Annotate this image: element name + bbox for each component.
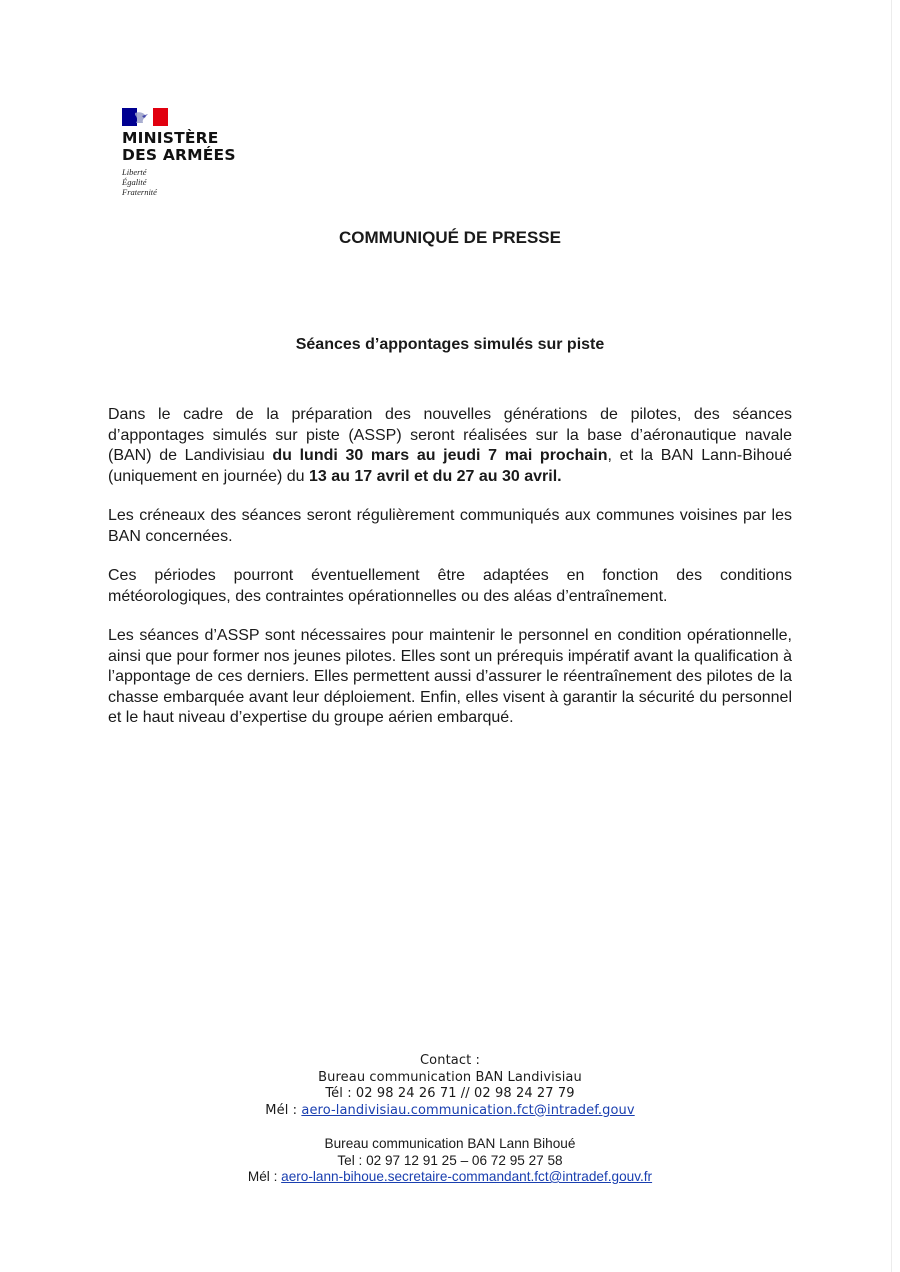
republic-motto [122,167,262,197]
paragraph-intro-part: Dans le cadre de la préparation des nouvelles générations de pilotes, des séances d’appontages simulés sur piste (ASSP) seront réalisées sur la base d’aéronautique navale (BAN) de Landivisiau [108,406,792,464]
landivisiau-email-link[interactable]: aero-landivisiau.communication.fct@intradef.gouv [301,1102,635,1118]
lann-bihoue-office: Bureau communication BAN Lann Bihoué [324,1136,576,1151]
lann-bihoue-phone: Tel : 02 97 12 91 25 – 06 72 95 27 58 [337,1152,563,1168]
motto-liberte: Liberté [122,167,147,177]
landivisiau-mail-row [0,1103,900,1120]
landivisiau-dates: du lundi 30 mars au jeudi 7 mai prochain [272,447,608,464]
contact-landivisiau [0,1053,900,1119]
lann-bihoue-mail-label: Mél : [247,1169,282,1184]
document-type-heading: COMMUNIQUÉ DE PRESSE [339,228,561,247]
marianne-flag-icon [122,108,168,126]
landivisiau-phone: Tél : 02 98 24 26 71 // 02 98 24 27 79 [325,1086,575,1101]
lann-bihoue-dates: 13 au 17 avril et du 27 au 30 avril. [309,467,562,485]
ministry-name: MINISTÈRE DES ARMÉES [122,129,236,164]
paragraph-intro [108,405,792,487]
landivisiau-office: Bureau communication BAN Landivisiau [318,1069,582,1085]
landivisiau-mail-label: Mél : [265,1102,302,1118]
motto-fraternite: Fraternité [122,187,157,197]
paragraph-schedule: Les créneaux des séances seront régulièrement communiqués aux communes voisines par les BAN concernées. [108,507,792,545]
lann-bihoue-mail-row [0,1169,900,1186]
contact-lann-bihoue [0,1136,900,1186]
press-release-title: Séances d’appontages simulés sur piste [295,336,605,353]
ministry-logo [122,108,262,197]
paragraph-conditions: Ces périodes pourront éventuellement être adaptées en fonction des conditions météorologiques, des contraintes opérationnelles ou des aléas d’entraînement. [108,567,792,605]
paragraph-intro-part: , et la BAN Lann-Bihoué (uniquement en journée) du [108,447,793,485]
press-release-body [108,405,792,748]
contact-heading: Contact : [420,1053,480,1068]
motto-egalite: Égalité [122,177,147,187]
contact-section [0,1053,900,1186]
paragraph-purpose: Les séances d’ASSP sont nécessaires pour maintenir le personnel en condition opérationnelle, ainsi que pour former nos jeunes pilotes. Elles sont un prérequis impératif avant la qualification à l’appontage de ces derniers. Elles permettent aussi d’assurer le réentraînement des pilotes de la chasse embarquée avant leur déploiement. Enfin, elles visent à garantir la sécurité du personnel et le haut niveau d’expertise du groupe aérien embarqué. [108,627,792,726]
lann-bihoue-email-link[interactable]: aero-lann-bihoue.secretaire-commandant.fct@intradef.gouv.fr [281,1169,653,1184]
